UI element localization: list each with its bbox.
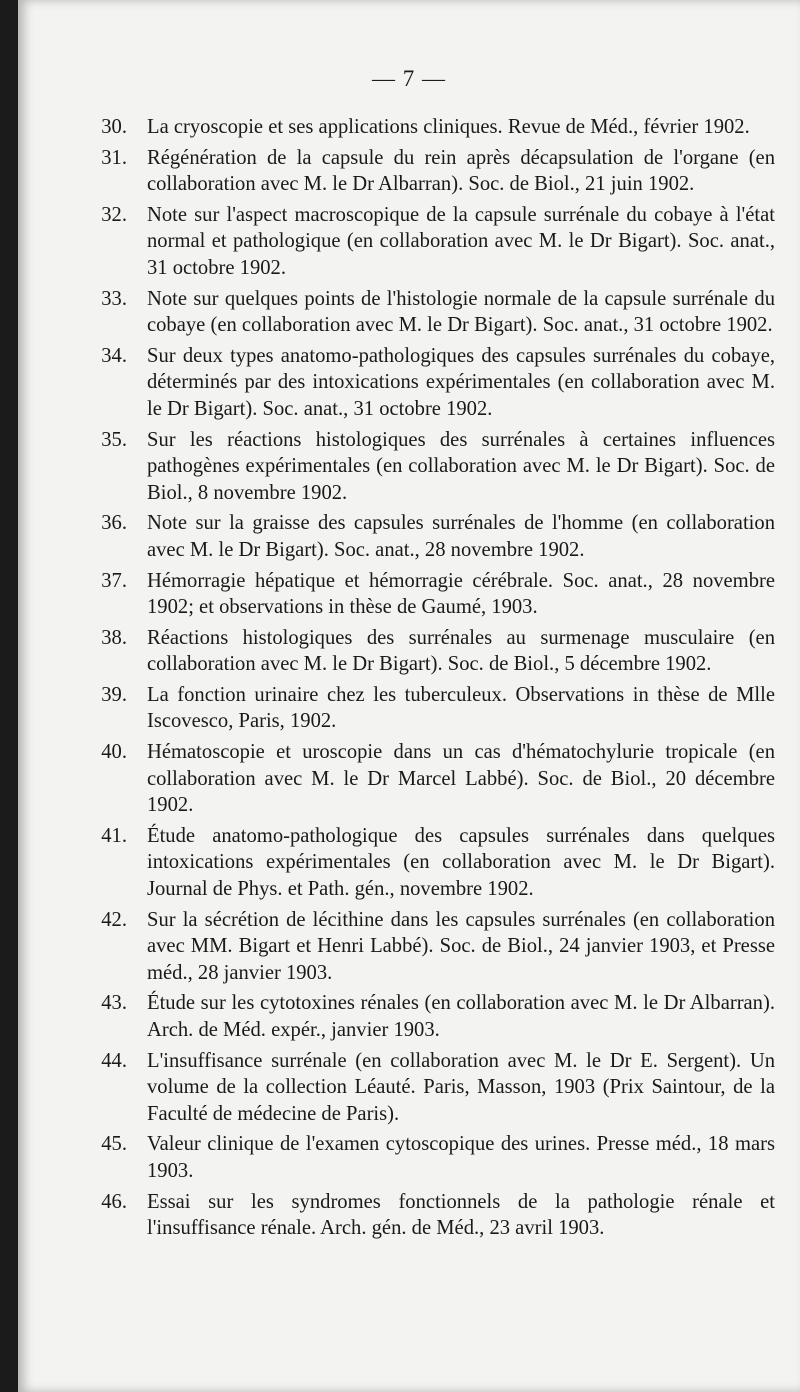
- entry-text: La fonction urinaire chez les tuberculeux. Observations in thèse de Mlle Iscovesco, Paris, 1902.: [147, 683, 775, 733]
- list-item: [89, 682, 775, 735]
- list-item: [89, 1189, 775, 1242]
- entry-number: 30.: [101, 116, 127, 138]
- entry-text: L'insuffisance surrénale (en collaboration avec M. le Dr E. Sergent). Un volume de la collection Léauté. Paris, Masson, 1903 (Prix Saintour, de la Faculté de médecine de Paris).: [147, 1049, 775, 1125]
- entry-number: 39.: [101, 683, 127, 706]
- entry-text: Réactions histologiques des surrénales au surmenage musculaire (en collaboration avec M. le Dr Bigart). Soc. de Biol., 5 décembre 1902.: [147, 626, 775, 676]
- entry-text: Hématoscopie et uroscopie dans un cas d'hématochylurie tropicale (en collaboration avec M. le Dr Marcel Labbé). Soc. de Biol., 20 décembre 1902.: [147, 741, 775, 817]
- entry-number: 38.: [101, 626, 127, 649]
- list-item: [89, 625, 775, 678]
- list-item: [89, 990, 775, 1043]
- list-item: [89, 568, 775, 621]
- bibliography-list: [89, 114, 775, 1246]
- entry-text: Régénération de la capsule du rein après décapsulation de l'organe (en collaboration avec M. le Dr Albarran). Soc. de Biol., 21 juin 1902.: [147, 146, 775, 196]
- entry-number: 32.: [101, 203, 127, 226]
- entry-text: La cryoscopie et ses applications cliniques. Revue de Méd., février 1902.: [147, 116, 750, 138]
- entry-number: 37.: [101, 569, 127, 592]
- entry-text: Sur les réactions histologiques des surrénales à certaines influences pathogènes expérimentales (en collaboration avec M. le Dr Bigart). Soc. de Biol., 8 novembre 1902.: [147, 428, 775, 504]
- list-item: [89, 1048, 775, 1128]
- list-item: [89, 114, 775, 141]
- entry-text: Valeur clinique de l'examen cytoscopique des urines. Presse méd., 18 mars 1903.: [147, 1133, 775, 1182]
- entry-number: 33.: [101, 287, 127, 310]
- list-item: [89, 510, 775, 563]
- entry-number: 31.: [101, 146, 127, 169]
- entry-number: 34.: [101, 344, 127, 367]
- entry-text: Essai sur les syndromes fonctionnels de la pathologie rénale et l'insuffisance rénale. Arch. gén. de Méd., 23 avril 1903.: [147, 1190, 775, 1240]
- list-item: [89, 145, 775, 198]
- list-item: [89, 823, 775, 903]
- list-item: [89, 739, 775, 819]
- entry-number: 40.: [101, 741, 127, 764]
- entry-text: Sur la sécrétion de lécithine dans les capsules surrénales (en collaboration avec MM. Bigart et Henri Labbé). Soc. de Biol., 24 janvier 1903, et Presse méd., 28 janvier 1903.: [147, 908, 775, 984]
- entry-number: 44.: [101, 1049, 127, 1072]
- document-page: [18, 0, 800, 1392]
- entry-number: 41.: [101, 824, 127, 847]
- entry-text: Note sur l'aspect macroscopique de la capsule surrénale du cobaye à l'état normal et pathologique (en collaboration avec M. le Dr Bigart). Soc. anat., 31 octobre 1902.: [147, 203, 775, 279]
- list-item: [89, 286, 775, 339]
- list-item: [89, 907, 775, 987]
- list-item: [89, 427, 775, 507]
- page-number: — 7 —: [372, 66, 446, 91]
- entry-text: Note sur quelques points de l'histologie normale de la capsule surrénale du cobaye (en collaboration avec M. le Dr Bigart). Soc. anat., 31 octobre 1902.: [147, 287, 775, 337]
- entry-number: 36.: [101, 512, 127, 535]
- list-item: [89, 202, 775, 282]
- entry-number: 45.: [101, 1133, 127, 1156]
- entry-number: 35.: [101, 428, 127, 451]
- list-item: [89, 343, 775, 423]
- entry-text: Note sur la graisse des capsules surrénales de l'homme (en collaboration avec M. le Dr Bigart). Soc. anat., 28 novembre 1902.: [147, 512, 775, 561]
- entry-number: 46.: [101, 1190, 127, 1213]
- entry-text: Étude sur les cytotoxines rénales (en collaboration avec M. le Dr Albarran). Arch. de Méd. expér., janvier 1903.: [147, 992, 775, 1041]
- entry-number: 42.: [101, 908, 127, 931]
- entry-text: Sur deux types anatomo-pathologiques des capsules surrénales du cobaye, déterminés par des intoxications expérimentales (en collaboration avec M. le Dr Bigart). Soc. anat., 31 octobre 1902.: [147, 344, 775, 420]
- entry-text: Hémorragie hépatique et hémorragie cérébrale. Soc. anat., 28 novembre 1902; et observations in thèse de Gaumé, 1903.: [147, 569, 775, 619]
- entry-text: Étude anatomo-pathologique des capsules surrénales dans quelques intoxications expérimentales (en collaboration avec M. le Dr Bigart). Journal de Phys. et Path. gén., novembre 1902.: [147, 824, 775, 901]
- list-item: [89, 1131, 775, 1184]
- entry-number: 43.: [101, 992, 127, 1015]
